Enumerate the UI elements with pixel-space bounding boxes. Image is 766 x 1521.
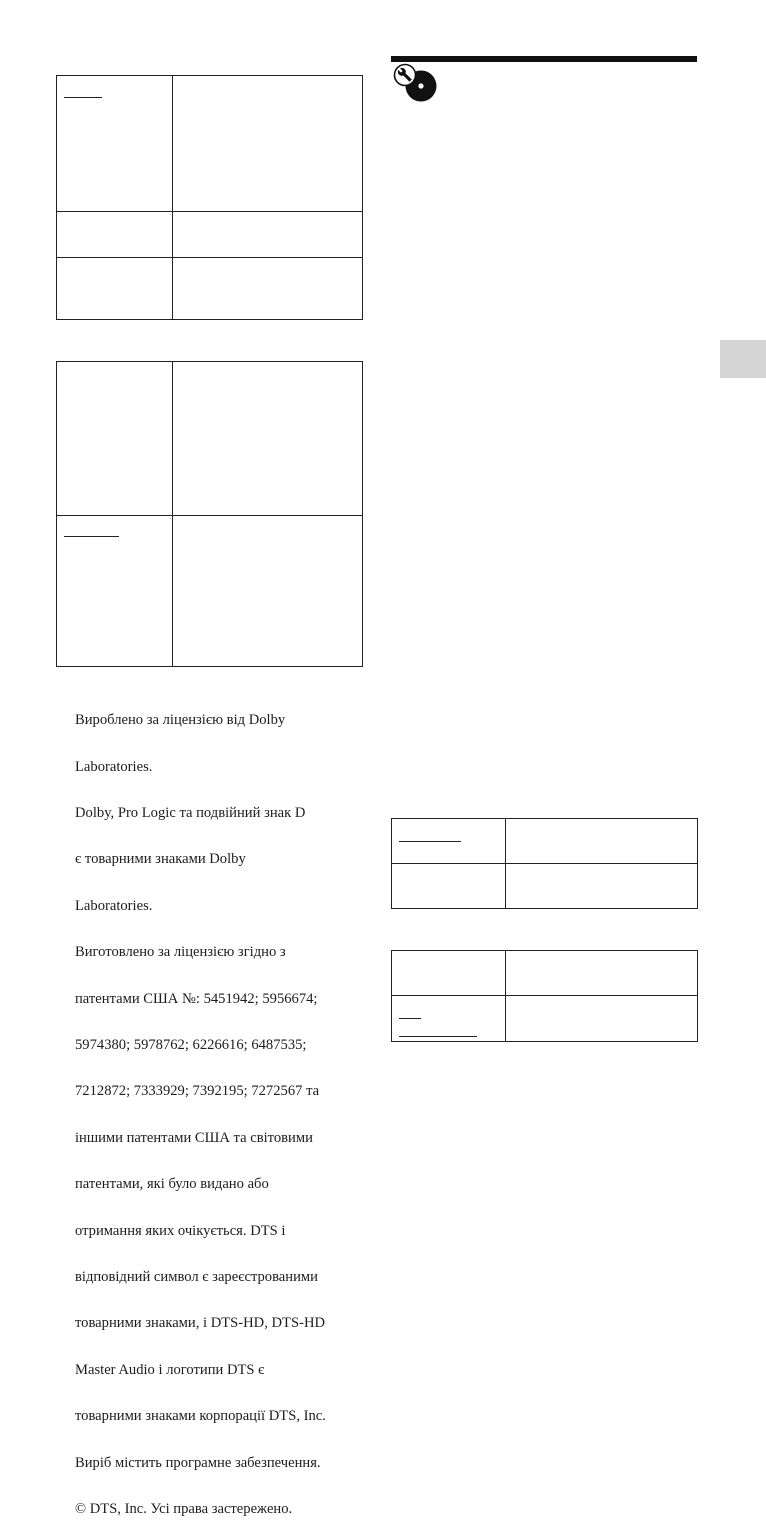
footnote-line: Master Audio і логотипи DTS є [75, 1361, 265, 1378]
table-3 [391, 818, 698, 909]
table-row [57, 76, 362, 211]
table-row [392, 863, 697, 909]
section-header-rule [391, 56, 697, 62]
footnote-line: Dolby, Pro Logic та подвійний знак D [75, 805, 306, 822]
footnote-line: патентами США №: 5451942; 5956674; [75, 990, 318, 1007]
footnote-line: Laboratories. [75, 897, 153, 914]
term-underline [399, 841, 461, 842]
table-row [392, 995, 697, 1042]
table-row [392, 951, 697, 995]
term-underline [64, 97, 102, 98]
table-row [57, 515, 362, 667]
footnote-line: є товарними знаками Dolby [75, 851, 246, 868]
table-1 [56, 75, 363, 320]
table-row [57, 362, 362, 515]
footnote-line: отримання яких очікується. DTS і [75, 1222, 286, 1239]
footnote-line: Виготовлено за ліцензією згідно з [75, 944, 286, 961]
term-underline [399, 1018, 421, 1019]
chapter-tab [720, 340, 766, 378]
footnote-line: іншими патентами США та світовими [75, 1129, 313, 1146]
footnote-line: відповідний символ є зареєстрованими [75, 1269, 318, 1286]
footnote-line: Laboratories. [75, 758, 153, 775]
footnote-line: 5974380; 5978762; 6226616; 6487535; [75, 1037, 307, 1054]
table-4 [391, 950, 698, 1042]
footnote-line: товарними знаками, і DTS-HD, DTS-HD [75, 1315, 326, 1332]
term-underline [64, 536, 119, 537]
table-row [392, 819, 697, 863]
footnote-line: 7212872; 7333929; 7392195; 7272567 та [75, 1083, 320, 1100]
table-row [57, 257, 362, 320]
footnote-line: © DTS, Inc. Усі права застережено. [75, 1501, 293, 1518]
footnote-line: патентами, які було видано або [75, 1176, 269, 1193]
footnote-line: Вироблено за ліцензією від Dolby [75, 712, 286, 729]
term-underline [399, 1036, 477, 1037]
wrench-disc-icon [390, 63, 438, 105]
license-footnote [75, 686, 375, 1521]
table-2 [56, 361, 363, 667]
footnote-line: товарними знаками корпорації DTS, Inc. [75, 1408, 326, 1425]
table-row [57, 211, 362, 257]
footnote-line: Виріб містить програмне забезпечення. [75, 1454, 321, 1471]
